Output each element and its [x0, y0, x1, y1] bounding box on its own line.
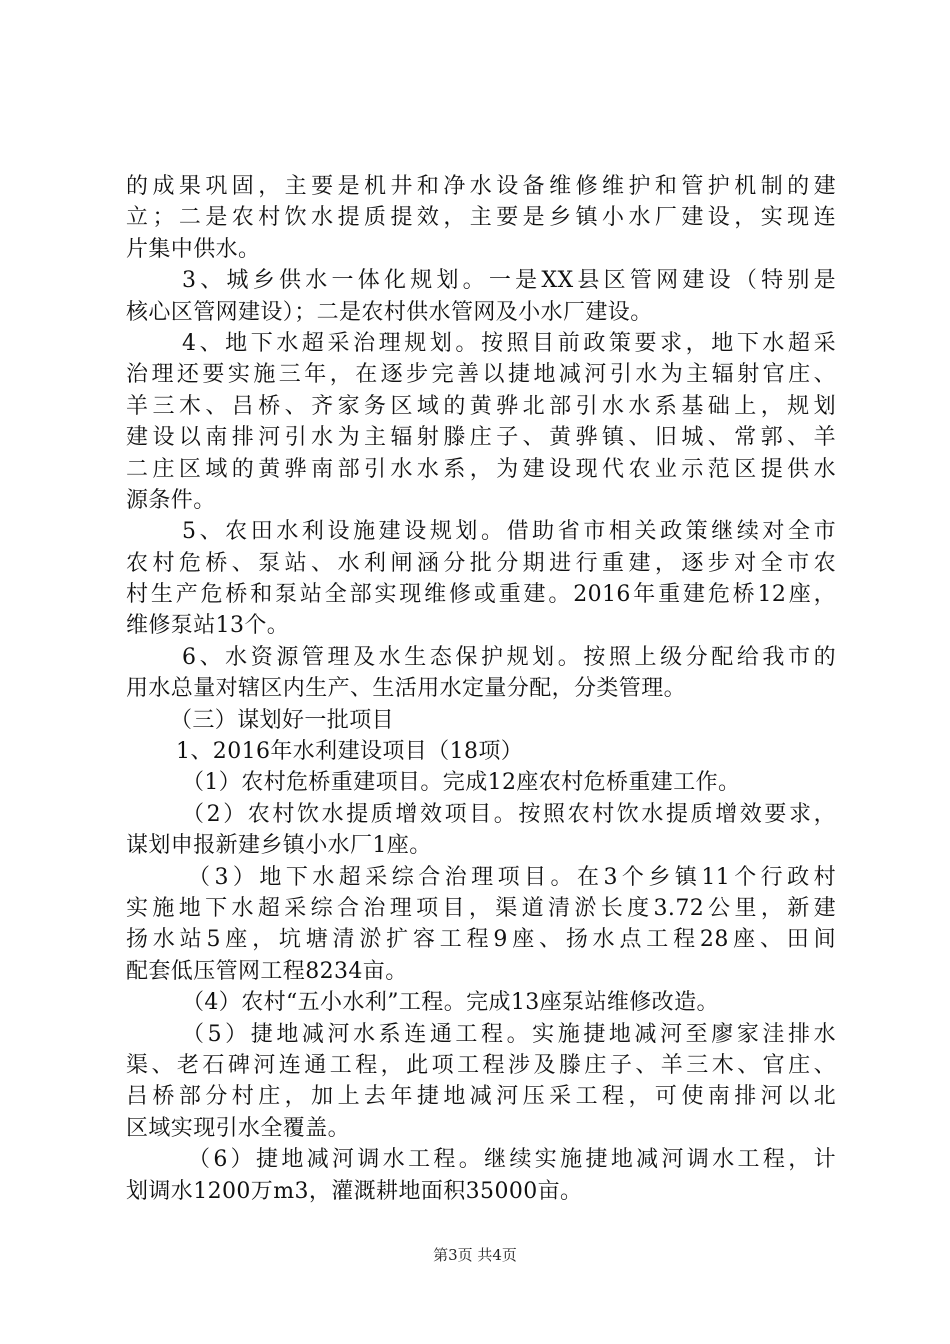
text-line: 建设以南排河引水为主辐射滕庄子、黄骅镇、旧城、常郭、羊 — [126, 425, 836, 451]
document-body — [126, 171, 836, 1207]
text-line: 立；二是农村饮水提质提效，主要是乡镇小水厂建设，实现连 — [126, 205, 836, 231]
page-footer: 第3页 共4页 — [433, 1246, 517, 1264]
text-line: 实施地下水超采综合治理项目，渠道清淤长度3.72公里，新建 — [126, 895, 836, 921]
text-line: 4、地下水超采治理规划。按照目前政策要求，地下水超采 — [182, 330, 836, 356]
text-line: 核心区管网建设）；二是农村供水管网及小水厂建设。 — [126, 299, 653, 325]
text-line: （4）农村“五小水利”工程。完成13座泵站维修改造。 — [182, 990, 719, 1016]
text-line: 吕桥部分村庄，加上去年捷地减河压采工程，可使南排河以北 — [126, 1084, 836, 1110]
text-line: 村生产危桥和泵站全部实现维修或重建。2016年重建危桥12座， — [126, 582, 836, 608]
text-line: 片集中供水。 — [126, 236, 261, 262]
text-line: 渠、老石碑河连通工程，此项工程涉及滕庄子、羊三木、官庄、 — [126, 1052, 836, 1078]
text-line: （三）谋划好一批项目 — [170, 707, 395, 733]
text-line: 扬水站5座，坑塘清淤扩容工程9座、扬水点工程28座、田间 — [126, 927, 836, 953]
text-line: 划调水1200万m3，灌溉耕地面积35000亩。 — [126, 1178, 583, 1204]
text-line: （1）农村危桥重建项目。完成12座农村危桥重建工作。 — [182, 770, 741, 796]
text-line: 治理还要实施三年，在逐步完善以捷地减河引水为主辐射官庄、 — [126, 362, 836, 388]
text-line: 1、2016年水利建设项目（18项） — [176, 739, 524, 765]
text-line: 二庄区域的黄骅南部引水水系，为建设现代农业示范区提供水 — [126, 456, 836, 482]
text-line: 6、水资源管理及水生态保护规划。按照上级分配给我市的 — [182, 644, 836, 670]
text-line: 维修泵站13个。 — [126, 613, 290, 639]
text-line: （5）捷地减河水系连通工程。实施捷地减河至廖家洼排水 — [182, 1021, 836, 1047]
text-line: 5、农田水利设施建设规划。借助省市相关政策继续对全市 — [182, 519, 836, 545]
text-line: 的成果巩固，主要是机井和净水设备维修维护和管护机制的建 — [126, 174, 836, 199]
text-line: 3、城乡供水一体化规划。一是XX县区管网建设（特别是 — [182, 268, 836, 294]
text-line: 源条件。 — [126, 487, 216, 513]
text-line: （2）农村饮水提质增效项目。按照农村饮水提质增效要求， — [182, 801, 836, 827]
text-line: 羊三木、吕桥、齐家务区域的黄骅北部引水水系基础上，规划 — [126, 393, 836, 419]
text-line: 谋划申报新建乡镇小水厂1座。 — [126, 833, 432, 859]
text-line: （6）捷地减河调水工程。继续实施捷地减河调水工程，计 — [188, 1147, 836, 1173]
text-line: 区域实现引水全覆盖。 — [126, 1115, 351, 1141]
text-line: 用水总量对辖区内生产、生活用水定量分配，分类管理。 — [126, 676, 687, 702]
text-line: 配套低压管网工程8234亩。 — [126, 958, 408, 984]
text-line: 农村危桥、泵站、水利闸涵分批分期进行重建，逐步对全市农 — [126, 550, 836, 576]
text-line: （3）地下水超采综合治理项目。在3个乡镇11个行政村 — [188, 864, 836, 890]
